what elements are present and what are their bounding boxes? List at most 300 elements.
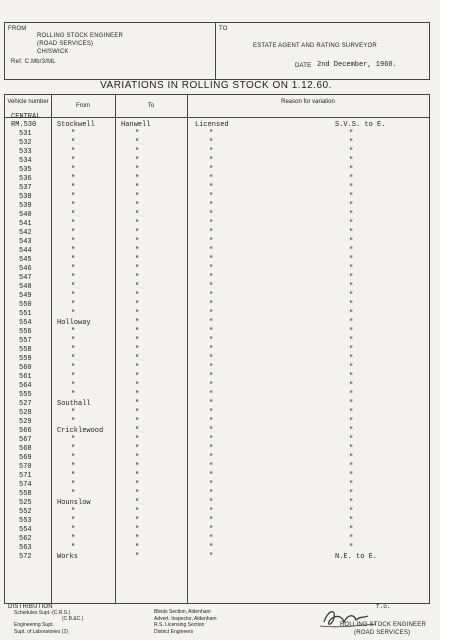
header-row-divider xyxy=(5,117,429,118)
reason-detail-cell: " xyxy=(349,202,354,210)
reason-cell: " xyxy=(209,409,214,417)
table-row xyxy=(5,409,429,418)
table-row xyxy=(5,193,429,202)
reason-detail-cell: " xyxy=(349,346,354,354)
from-cell: " xyxy=(71,337,76,345)
reason-cell: " xyxy=(209,274,214,282)
vehicle-number-cell: 555 xyxy=(19,391,32,399)
from-line3: CHISWICK xyxy=(37,49,69,55)
vehicle-number-cell: CENTRAL RM.530 xyxy=(11,113,41,129)
reason-cell: " xyxy=(209,418,214,426)
table-row xyxy=(5,553,429,562)
vehicle-number-cell: 533 xyxy=(19,148,32,156)
vehicle-number-cell: 557 xyxy=(19,337,32,345)
to-cell: " xyxy=(135,409,140,417)
reason-detail-cell: " xyxy=(349,211,354,219)
table-row xyxy=(5,346,429,355)
reason-cell: " xyxy=(209,436,214,444)
to-cell: " xyxy=(135,265,140,273)
vehicle-number-cell: 542 xyxy=(19,229,32,237)
vehicle-number-cell: 546 xyxy=(19,265,32,273)
reason-detail-cell: " xyxy=(349,193,354,201)
reason-detail-cell: " xyxy=(349,355,354,363)
table-row xyxy=(5,301,429,310)
reason-cell: " xyxy=(209,139,214,147)
reason-cell: " xyxy=(209,400,214,408)
table-row xyxy=(5,382,429,391)
table-row xyxy=(5,463,429,472)
to-cell: " xyxy=(135,292,140,300)
signature-for: f.o. xyxy=(376,603,391,610)
from-cell: Works xyxy=(57,553,79,561)
table-row xyxy=(5,391,429,400)
from-cell: " xyxy=(71,292,76,300)
reason-cell: Licensed xyxy=(195,121,229,129)
vehicle-number-cell: 570 xyxy=(19,463,32,471)
to-cell: " xyxy=(135,346,140,354)
to-cell: " xyxy=(135,319,140,327)
reason-cell: " xyxy=(209,238,214,246)
to-cell: " xyxy=(135,499,140,507)
col-header-vehicle: Vehicle number xyxy=(7,99,49,105)
reason-detail-cell: " xyxy=(349,526,354,534)
from-cell: " xyxy=(71,481,76,489)
from-cell: " xyxy=(71,526,76,534)
vehicle-number-cell: 558 xyxy=(19,490,32,498)
to-cell: " xyxy=(135,184,140,192)
vehicle-number-cell: 564 xyxy=(19,382,32,390)
reason-cell: " xyxy=(209,535,214,543)
reason-cell: " xyxy=(209,283,214,291)
to-cell: " xyxy=(135,544,140,552)
variations-table xyxy=(4,94,430,604)
vehicle-number-cell: 532 xyxy=(19,139,32,147)
table-row xyxy=(5,319,429,328)
from-cell: " xyxy=(71,283,76,291)
from-cell: " xyxy=(71,355,76,363)
to-cell: " xyxy=(135,256,140,264)
vehicle-number-cell: 560 xyxy=(19,364,32,372)
to-cell: " xyxy=(135,481,140,489)
from-cell: " xyxy=(71,193,76,201)
to-cell: " xyxy=(135,130,140,138)
dist-line3: Engineering Supt. xyxy=(14,622,54,628)
table-row xyxy=(5,337,429,346)
table-row xyxy=(5,130,429,139)
dist-mid2: Advert. Inspector, Aldenham xyxy=(154,616,217,622)
table-row xyxy=(5,400,429,409)
vehicle-number-cell: 562 xyxy=(19,535,32,543)
reason-detail-cell: " xyxy=(349,292,354,300)
reason-cell: " xyxy=(209,193,214,201)
vehicle-number-cell: 556 xyxy=(19,328,32,336)
reason-detail-cell: " xyxy=(349,418,354,426)
reason-detail-cell: " xyxy=(349,130,354,138)
reason-detail-cell: " xyxy=(349,490,354,498)
vehicle-number-cell: 572 xyxy=(19,553,32,561)
to-cell: " xyxy=(135,166,140,174)
dist-mid3: R.S. Licensing Section xyxy=(154,622,205,628)
vehicle-number-cell: 554 xyxy=(19,526,32,534)
reason-detail-cell: " xyxy=(349,517,354,525)
vehicle-number-cell: 552 xyxy=(19,508,32,516)
date-value: 2nd December, 1960. xyxy=(317,61,397,69)
table-row xyxy=(5,535,429,544)
to-cell: " xyxy=(135,445,140,453)
reason-cell: " xyxy=(209,544,214,552)
reason-cell: " xyxy=(209,490,214,498)
reason-cell: " xyxy=(209,148,214,156)
from-cell: " xyxy=(71,148,76,156)
reference: Ref. C.Mb/3/ML xyxy=(11,59,56,65)
reason-detail-cell: " xyxy=(349,337,354,345)
vehicle-number-cell: 567 xyxy=(19,436,32,444)
table-row xyxy=(5,166,429,175)
table-row xyxy=(5,454,429,463)
reason-cell: " xyxy=(209,319,214,327)
reason-cell: " xyxy=(209,517,214,525)
reason-detail-cell: " xyxy=(349,481,354,489)
from-cell: " xyxy=(71,346,76,354)
table-row xyxy=(5,247,429,256)
reason-detail-cell: " xyxy=(349,373,354,381)
vehicle-number-cell: 539 xyxy=(19,202,32,210)
reason-cell: " xyxy=(209,211,214,219)
reason-detail-cell: N.E. to E. xyxy=(335,553,378,561)
reason-detail-cell: " xyxy=(349,139,354,147)
to-cell: " xyxy=(135,229,140,237)
reason-cell: " xyxy=(209,481,214,489)
reason-cell: " xyxy=(209,328,214,336)
to-cell: " xyxy=(135,355,140,363)
reason-cell: " xyxy=(209,463,214,471)
from-cell: " xyxy=(71,436,76,444)
reason-detail-cell: " xyxy=(349,166,354,174)
from-cell: " xyxy=(71,310,76,318)
table-row xyxy=(5,238,429,247)
table-row xyxy=(5,229,429,238)
vehicle-number-cell: 527 xyxy=(19,400,32,408)
table-row xyxy=(5,184,429,193)
from-cell: " xyxy=(71,328,76,336)
reason-cell: " xyxy=(209,292,214,300)
vehicle-number-cell: 561 xyxy=(19,373,32,381)
scan-margin xyxy=(440,0,461,640)
to-cell: " xyxy=(135,535,140,543)
vehicle-number-cell: 540 xyxy=(19,211,32,219)
reason-detail-cell: " xyxy=(349,184,354,192)
col-header-reason: Reason for variation xyxy=(281,99,335,105)
vehicle-number-cell: 531 xyxy=(19,130,32,138)
vehicle-number-cell: 551 xyxy=(19,310,32,318)
reason-detail-cell: " xyxy=(349,508,354,516)
table-row xyxy=(5,373,429,382)
from-cell: " xyxy=(71,157,76,165)
vehicle-number-cell: 548 xyxy=(19,283,32,291)
table-row xyxy=(5,292,429,301)
vehicle-number-cell: 534 xyxy=(19,157,32,165)
vehicle-number-cell: 528 xyxy=(19,409,32,417)
reason-detail-cell: " xyxy=(349,256,354,264)
to-cell: " xyxy=(135,202,140,210)
from-line1: ROLLING STOCK ENGINEER xyxy=(37,33,123,39)
from-cell: " xyxy=(71,265,76,273)
reason-cell: " xyxy=(209,355,214,363)
table-row xyxy=(5,175,429,184)
table-row xyxy=(5,526,429,535)
from-cell: " xyxy=(71,139,76,147)
from-cell: " xyxy=(71,454,76,462)
to-cell: " xyxy=(135,391,140,399)
reason-detail-cell: " xyxy=(349,283,354,291)
to-cell: " xyxy=(135,490,140,498)
vehicle-number-cell: 568 xyxy=(19,445,32,453)
vehicle-number-cell: 566 xyxy=(19,427,32,435)
table-row xyxy=(5,113,429,130)
from-cell: " xyxy=(71,463,76,471)
to-cell: " xyxy=(135,301,140,309)
reason-cell: " xyxy=(209,157,214,165)
to-cell: " xyxy=(135,238,140,246)
table-row xyxy=(5,157,429,166)
table-row xyxy=(5,481,429,490)
reason-detail-cell: " xyxy=(349,445,354,453)
to-cell: " xyxy=(135,337,140,345)
from-cell: " xyxy=(71,508,76,516)
vehicle-number-cell: 553 xyxy=(19,517,32,525)
to-cell: " xyxy=(135,247,140,255)
dist-line1: Schedules Supt.-(C.R.S.) xyxy=(14,610,71,616)
to-cell: " xyxy=(135,148,140,156)
table-row xyxy=(5,355,429,364)
to-line1: ESTATE AGENT AND RATING SURVEYOR xyxy=(253,43,377,49)
from-cell: " xyxy=(71,535,76,543)
from-cell: " xyxy=(71,229,76,237)
from-cell: " xyxy=(71,409,76,417)
reason-detail-cell: " xyxy=(349,364,354,372)
reason-detail-cell: " xyxy=(349,148,354,156)
reason-cell: " xyxy=(209,301,214,309)
table-row xyxy=(5,436,429,445)
reason-cell: " xyxy=(209,220,214,228)
from-cell: " xyxy=(71,391,76,399)
from-cell: " xyxy=(71,274,76,282)
from-cell: " xyxy=(71,184,76,192)
dist-mid1: Blinds Section, Aldenham xyxy=(154,609,211,615)
reason-cell: " xyxy=(209,166,214,174)
to-cell: " xyxy=(135,364,140,372)
vehicle-number-cell: 536 xyxy=(19,175,32,183)
table-row xyxy=(5,310,429,319)
reason-cell: " xyxy=(209,382,214,390)
vehicle-number-cell: 525 xyxy=(19,499,32,507)
reason-cell: " xyxy=(209,337,214,345)
from-cell: " xyxy=(71,418,76,426)
table-row xyxy=(5,517,429,526)
vehicle-number-cell: 547 xyxy=(19,274,32,282)
to-cell: " xyxy=(135,211,140,219)
vehicle-number-cell: 538 xyxy=(19,193,32,201)
dist-line2: (C.B.&C.) xyxy=(62,616,84,622)
from-cell: " xyxy=(71,211,76,219)
vehicle-number-cell: 544 xyxy=(19,247,32,255)
reason-detail-cell: " xyxy=(349,535,354,543)
table-row xyxy=(5,508,429,517)
reason-detail-cell: " xyxy=(349,463,354,471)
reason-cell: " xyxy=(209,391,214,399)
from-cell: " xyxy=(71,382,76,390)
from-cell: " xyxy=(71,238,76,246)
reason-detail-cell: " xyxy=(349,319,354,327)
from-label: FROM xyxy=(8,26,27,32)
to-cell: " xyxy=(135,517,140,525)
reason-detail-cell: " xyxy=(349,220,354,228)
reason-detail-cell: " xyxy=(349,274,354,282)
reason-detail-cell: " xyxy=(349,436,354,444)
table-row xyxy=(5,211,429,220)
reason-detail-cell: " xyxy=(349,499,354,507)
to-cell: " xyxy=(135,436,140,444)
from-cell: " xyxy=(71,490,76,498)
reason-detail-cell: " xyxy=(349,400,354,408)
col-header-from: From xyxy=(76,103,90,109)
table-row xyxy=(5,274,429,283)
table-row xyxy=(5,148,429,157)
to-cell: " xyxy=(135,220,140,228)
to-cell: " xyxy=(135,463,140,471)
from-cell: " xyxy=(71,445,76,453)
to-cell: " xyxy=(135,175,140,183)
vehicle-number-cell: 541 xyxy=(19,220,32,228)
table-row xyxy=(5,328,429,337)
reason-detail-cell: " xyxy=(349,229,354,237)
from-cell: " xyxy=(71,517,76,525)
to-cell: " xyxy=(135,526,140,534)
vehicle-number-cell: 529 xyxy=(19,418,32,426)
reason-cell: " xyxy=(209,427,214,435)
table-row xyxy=(5,265,429,274)
reason-detail-cell: " xyxy=(349,301,354,309)
from-cell: " xyxy=(71,247,76,255)
from-cell: Cricklewood xyxy=(57,427,104,435)
vehicle-number-cell: 569 xyxy=(19,454,32,462)
table-row xyxy=(5,427,429,436)
from-cell: Southall xyxy=(57,400,91,408)
reason-detail-cell: " xyxy=(349,391,354,399)
to-cell: " xyxy=(135,382,140,390)
reason-detail-cell: " xyxy=(349,238,354,246)
vehicle-number-cell: 559 xyxy=(19,355,32,363)
to-cell: " xyxy=(135,328,140,336)
to-cell: " xyxy=(135,454,140,462)
reason-detail-cell: " xyxy=(349,382,354,390)
vehicle-number-cell: 545 xyxy=(19,256,32,264)
reason-detail-cell: " xyxy=(349,409,354,417)
signature-title2: (ROAD SERVICES) xyxy=(354,630,411,636)
from-cell: " xyxy=(71,373,76,381)
reason-cell: " xyxy=(209,472,214,480)
vehicle-number-cell: 537 xyxy=(19,184,32,192)
to-cell: " xyxy=(135,400,140,408)
from-cell: " xyxy=(71,544,76,552)
to-cell: " xyxy=(135,472,140,480)
from-cell: " xyxy=(71,364,76,372)
to-cell: " xyxy=(135,418,140,426)
reason-cell: " xyxy=(209,202,214,210)
reason-cell: " xyxy=(209,256,214,264)
from-cell: " xyxy=(71,220,76,228)
reason-detail-cell: " xyxy=(349,175,354,183)
vehicle-number-cell: 543 xyxy=(19,238,32,246)
reason-detail-cell: " xyxy=(349,157,354,165)
reason-cell: " xyxy=(209,184,214,192)
to-cell: " xyxy=(135,193,140,201)
reason-detail-cell: " xyxy=(349,454,354,462)
to-label: TO xyxy=(219,26,228,32)
date-label: DATE xyxy=(295,63,312,69)
reason-cell: " xyxy=(209,508,214,516)
table-row xyxy=(5,445,429,454)
to-cell: " xyxy=(135,274,140,282)
vehicle-number-cell: 549 xyxy=(19,292,32,300)
table-row xyxy=(5,283,429,292)
reason-detail-cell: " xyxy=(349,472,354,480)
reason-cell: " xyxy=(209,229,214,237)
reason-detail-cell: " xyxy=(349,544,354,552)
from-line2: (ROAD SERVICES) xyxy=(37,41,94,47)
reason-cell: " xyxy=(209,310,214,318)
table-row xyxy=(5,418,429,427)
footer xyxy=(4,604,440,640)
from-cell: Hounslow xyxy=(57,499,91,507)
to-cell: " xyxy=(135,139,140,147)
vehicle-number-cell: 571 xyxy=(19,472,32,480)
table-row xyxy=(5,256,429,265)
reason-detail-cell: " xyxy=(349,427,354,435)
reason-cell: " xyxy=(209,247,214,255)
from-cell: " xyxy=(71,472,76,480)
reason-detail-cell: " xyxy=(349,328,354,336)
reason-cell: " xyxy=(209,499,214,507)
vehicle-number-cell: 535 xyxy=(19,166,32,174)
col-header-to: To xyxy=(147,103,155,109)
table-row xyxy=(5,499,429,508)
reason-detail-cell: " xyxy=(349,310,354,318)
dist-line4: Supt. of Laboratories (2) xyxy=(14,629,68,635)
to-cell: " xyxy=(135,553,140,561)
table-row xyxy=(5,472,429,481)
header-divider xyxy=(215,23,216,79)
vehicle-number-cell: 550 xyxy=(19,301,32,309)
to-cell: " xyxy=(135,310,140,318)
table-row xyxy=(5,220,429,229)
dist-mid4: District Engineers xyxy=(154,629,194,635)
from-cell: " xyxy=(71,130,76,138)
from-cell: Stockwell xyxy=(57,121,95,129)
to-cell: Hanwell xyxy=(121,121,151,129)
table-row xyxy=(5,202,429,211)
signature-title1: ROLLING STOCK ENGINEER xyxy=(340,622,426,628)
reason-detail-cell: " xyxy=(349,247,354,255)
memo-header xyxy=(4,22,430,80)
reason-cell: " xyxy=(209,265,214,273)
table-row xyxy=(5,139,429,148)
vehicle-number-cell: 554 xyxy=(19,319,32,327)
to-cell: " xyxy=(135,427,140,435)
reason-cell: " xyxy=(209,526,214,534)
reason-cell: " xyxy=(209,373,214,381)
to-cell: " xyxy=(135,508,140,516)
